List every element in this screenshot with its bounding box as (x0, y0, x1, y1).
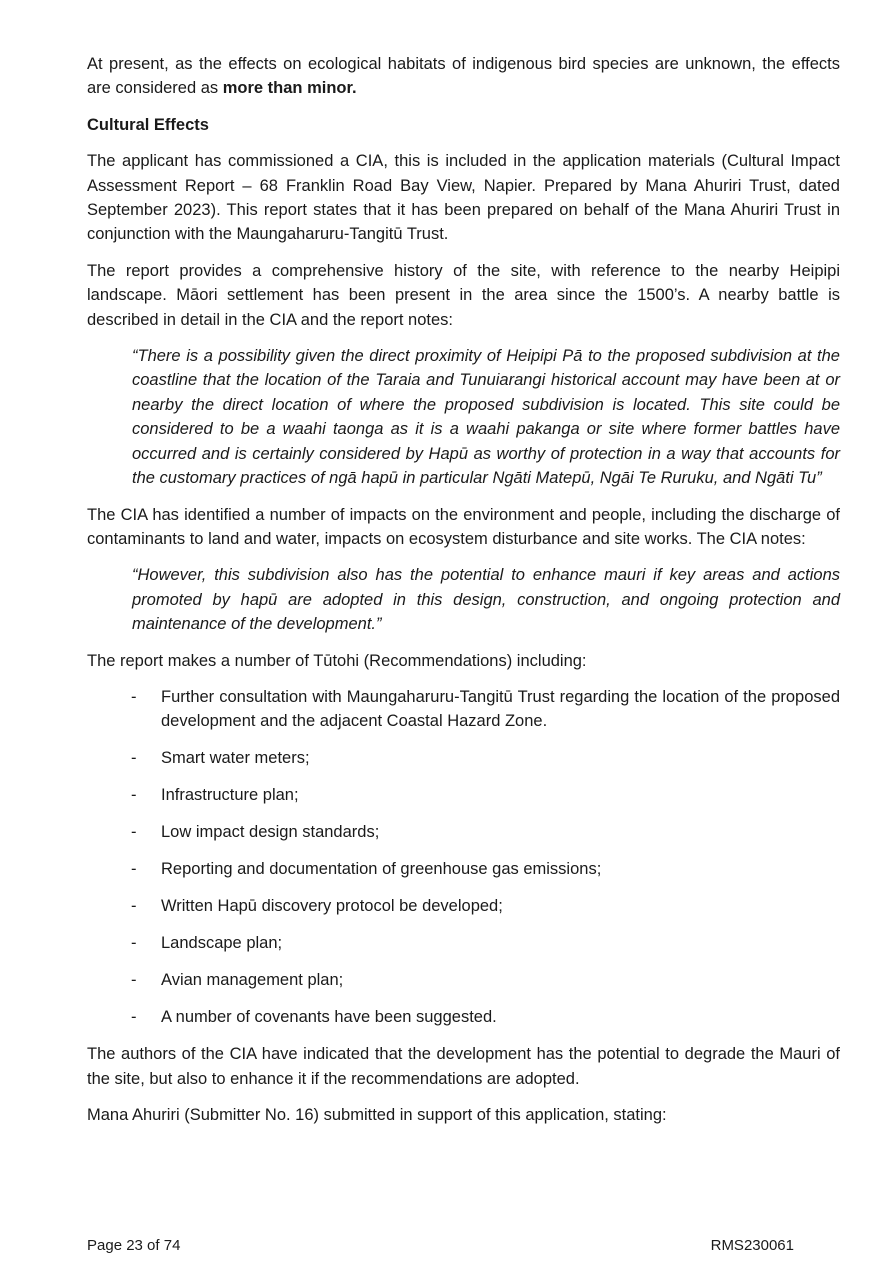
list-item-text: Written Hapū discovery protocol be developed; (161, 897, 503, 916)
list-dash: - (131, 971, 137, 990)
recommendations-list (87, 685, 840, 1030)
list-item-text: Low impact design standards; (161, 823, 380, 842)
paragraph-text: At present, as the effects on ecological habitats of indigenous bird species are unknown, the effects are considered as (87, 55, 840, 98)
list-dash: - (131, 687, 137, 706)
paragraph-submitter: Mana Ahuriri (Submitter No. 16) submitted in support of this application, stating: (87, 1106, 667, 1125)
paragraph-recommendations-intro: The report makes a number of Tūtohi (Recommendations) including: (87, 651, 587, 670)
paragraph-effects-conclusion (87, 52, 840, 101)
list-dash: - (131, 823, 137, 842)
list-dash: - (131, 860, 137, 879)
list-item (87, 783, 840, 807)
list-item-text: Landscape plan; (161, 934, 283, 953)
list-item-text: Further consultation with Maungaharuru-Tangitū Trust regarding the location of the proposed development and the adjacent Coastal Hazard Zone. (161, 687, 840, 731)
list-item (87, 968, 840, 992)
list-item (87, 857, 840, 881)
list-dash: - (131, 749, 137, 768)
list-dash: - (131, 1008, 137, 1027)
list-item (87, 894, 840, 918)
list-item (87, 1005, 840, 1029)
list-item-text: Infrastructure plan; (161, 786, 299, 805)
list-dash: - (131, 934, 137, 953)
list-item (87, 746, 840, 770)
paragraph-cia-impacts: The CIA has identified a number of impacts on the environment and people, including the discharge of contaminants to land and water, impacts on ecosystem disturbance and site works. The CIA notes: (87, 505, 840, 548)
paragraph-cia-commissioned: The applicant has commissioned a CIA, this is included in the application materials (Cultural Impact Assessment Report – 68 Franklin Road Bay View, Napier. Prepared by Mana Ahuriri Trust, dated September 2023). This report states that it has been prepared on behalf of the Mana Ahuriri Trust in conjunction with the Maungaharuru-Tangitū Trust. (87, 152, 840, 244)
list-item-text: Avian management plan; (161, 971, 344, 990)
list-item-text: Reporting and documentation of greenhouse gas emissions; (161, 860, 602, 879)
document-reference: RMS230061 (710, 1237, 794, 1254)
quote-enhance-mauri: “However, this subdivision also has the potential to enhance mauri if key areas and actions promoted by hapū are adopted in this design, construction, and ongoing protection and maintenance of the development.” (132, 566, 840, 634)
list-dash: - (131, 897, 137, 916)
emphasis-more-than-minor: more than minor. (222, 79, 357, 98)
paragraph-cia-authors: The authors of the CIA have indicated that the development has the potential to degrade the Mauri of the site, but also to enhance it if the recommendations are adopted. (87, 1045, 840, 1088)
list-item (87, 931, 840, 955)
quote-heipipi: “There is a possibility given the direct proximity of Heipipi Pā to the proposed subdivision at the coastline that the location of the Taraia and Tunuiarangi historical account may have been at or nearby the direct location of where the proposed subdivision is located. This site could be considered to be a waahi taonga as it is a waahi pakanga or site where former battles have occurred and is certainly considered by Hapū as worthy of protection in a way that accounts for the customary practices of ngā hapū in particular Ngāti Matepū, Ngāi Te Ruruku, and Ngāti Tu” (132, 347, 840, 488)
list-dash: - (131, 786, 137, 805)
list-item (87, 820, 840, 844)
page-number: Page 23 of 74 (87, 1237, 181, 1254)
document-body (87, 52, 840, 1140)
list-item-text: A number of covenants have been suggested. (161, 1008, 497, 1027)
list-item-text: Smart water meters; (161, 749, 310, 768)
heading-cultural-effects: Cultural Effects (87, 115, 209, 134)
page-footer (87, 1236, 794, 1256)
paragraph-report-history: The report provides a comprehensive history of the site, with reference to the nearby Heipipi landscape. Māori settlement has been present in the area since the 1500’s. A nearby battle is described in detail in the CIA and the report notes: (87, 261, 840, 329)
list-item (87, 685, 840, 734)
